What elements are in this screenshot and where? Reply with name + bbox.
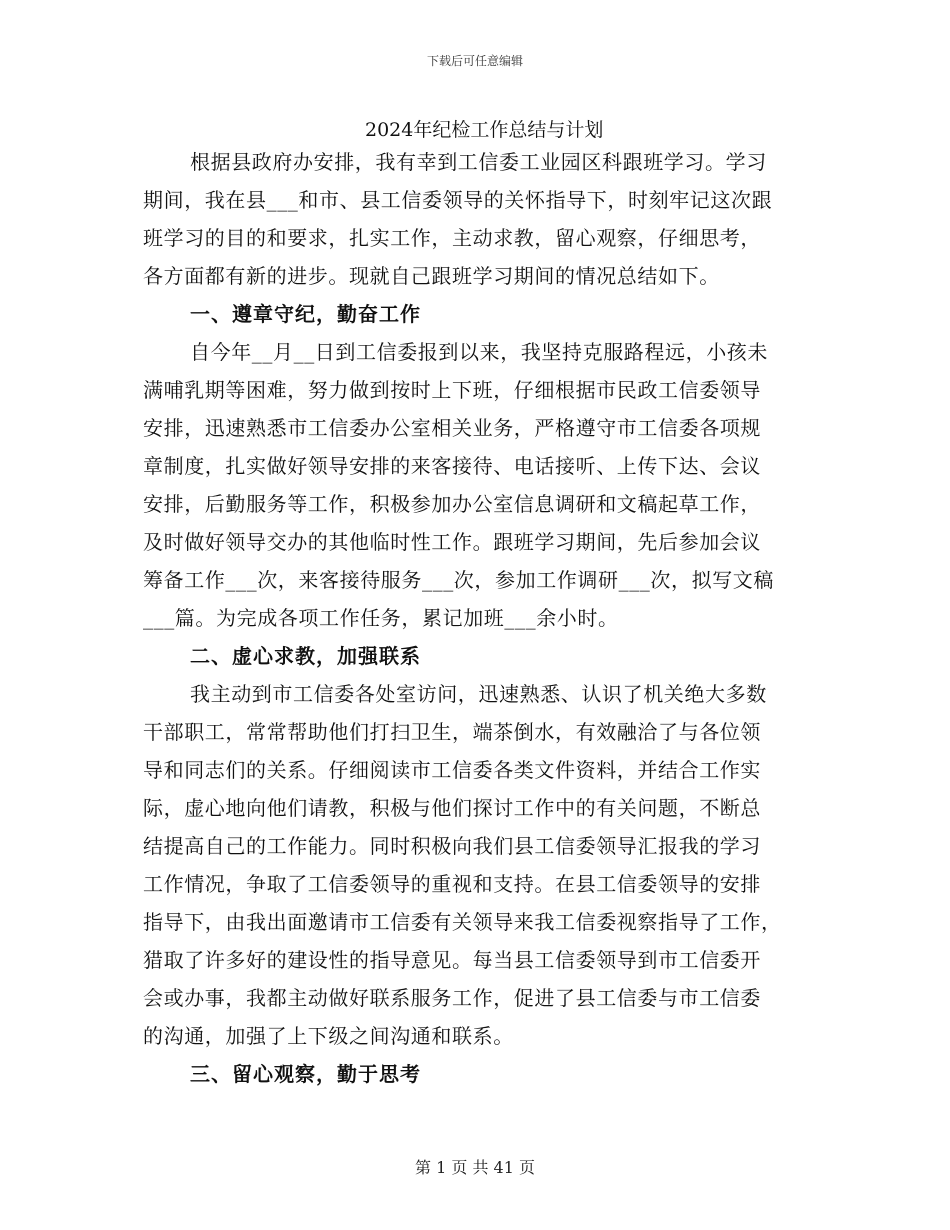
paragraph-line: 各方面都有新的进步。现就自己跟班学习期间的情况总结如下。	[143, 264, 720, 288]
paragraph-line: 章制度，扎实做好领导安排的来客接待、电话接听、上传下达、会议	[143, 454, 761, 478]
paragraph-line: 安排，迅速熟悉市工信委办公室相关业务，严格遵守市工信委各项规	[143, 416, 761, 440]
paragraph-line: 班学习的目的和要求，扎实工作，主动求教，留心观察，仔细思考，	[143, 226, 761, 250]
paragraph-line: 会或办事，我都主动做好联系服务工作，促进了县工信委与市工信委	[143, 986, 761, 1010]
paragraph-line: 猎取了许多好的建设性的指导意见。每当县工信委领导到市工信委开	[143, 948, 761, 972]
paragraph-line: 际，虚心地向他们请教，积极与他们探讨工作中的有关问题，不断总	[143, 796, 761, 820]
paragraph-line: 及时做好领导交办的其他临时性工作。跟班学习期间，先后参加会议	[143, 530, 761, 554]
section-heading: 三、留心观察，勤于思考	[190, 1062, 421, 1086]
paragraph-line: 满哺乳期等困难，努力做到按时上下班，仔细根据市民政工信委领导	[143, 378, 761, 402]
paragraph-line: 我主动到市工信委各处室访问，迅速熟悉、认识了机关绝大多数	[190, 682, 767, 706]
paragraph-line: 的沟通，加强了上下级之间沟通和联系。	[143, 1024, 514, 1048]
paragraph-line: 自今年__月__日到工信委报到以来，我坚持克服路程远，小孩未	[190, 340, 768, 364]
paragraph-line: 指导下，由我出面邀请市工信委有关领导来我工信委视察指导了工作，	[143, 910, 782, 934]
paragraph-line: 工作情况，争取了工信委领导的重视和支持。在县工信委领导的安排	[143, 872, 761, 896]
document-title: 2024年纪检工作总结与计划	[365, 119, 604, 141]
paragraph-line: 干部职工，常常帮助他们打扫卫生，端茶倒水，有效融洽了与各位领	[143, 720, 761, 744]
page-number: 第 1 页 共 41 页	[415, 1158, 535, 1177]
header-note: 下载后可任意编辑	[426, 54, 523, 68]
paragraph-line: 筹备工作___次，来客接待服务___次，参加工作调研___次，拟写文稿	[143, 568, 774, 592]
paragraph-line: 根据县政府办安排，我有幸到工信委工业园区科跟班学习。学习	[190, 150, 767, 174]
paragraph-line: 安排，后勤服务等工作，积极参加办公室信息调研和文稿起草工作，	[143, 492, 761, 516]
paragraph-line: ___篇。为完成各项工作任务，累记加班___余小时。	[143, 606, 619, 630]
section-heading: 二、虚心求教，加强联系	[190, 644, 421, 668]
paragraph-line: 期间，我在县___和市、县工信委领导的关怀指导下，时刻牢记这次跟	[143, 188, 773, 212]
section-heading: 一、遵章守纪，勤奋工作	[190, 302, 421, 326]
paragraph-line: 导和同志们的关系。仔细阅读市工信委各类文件资料，并结合工作实	[143, 758, 761, 782]
paragraph-line: 结提高自己的工作能力。同时积极向我们县工信委领导汇报我的学习	[143, 834, 761, 858]
